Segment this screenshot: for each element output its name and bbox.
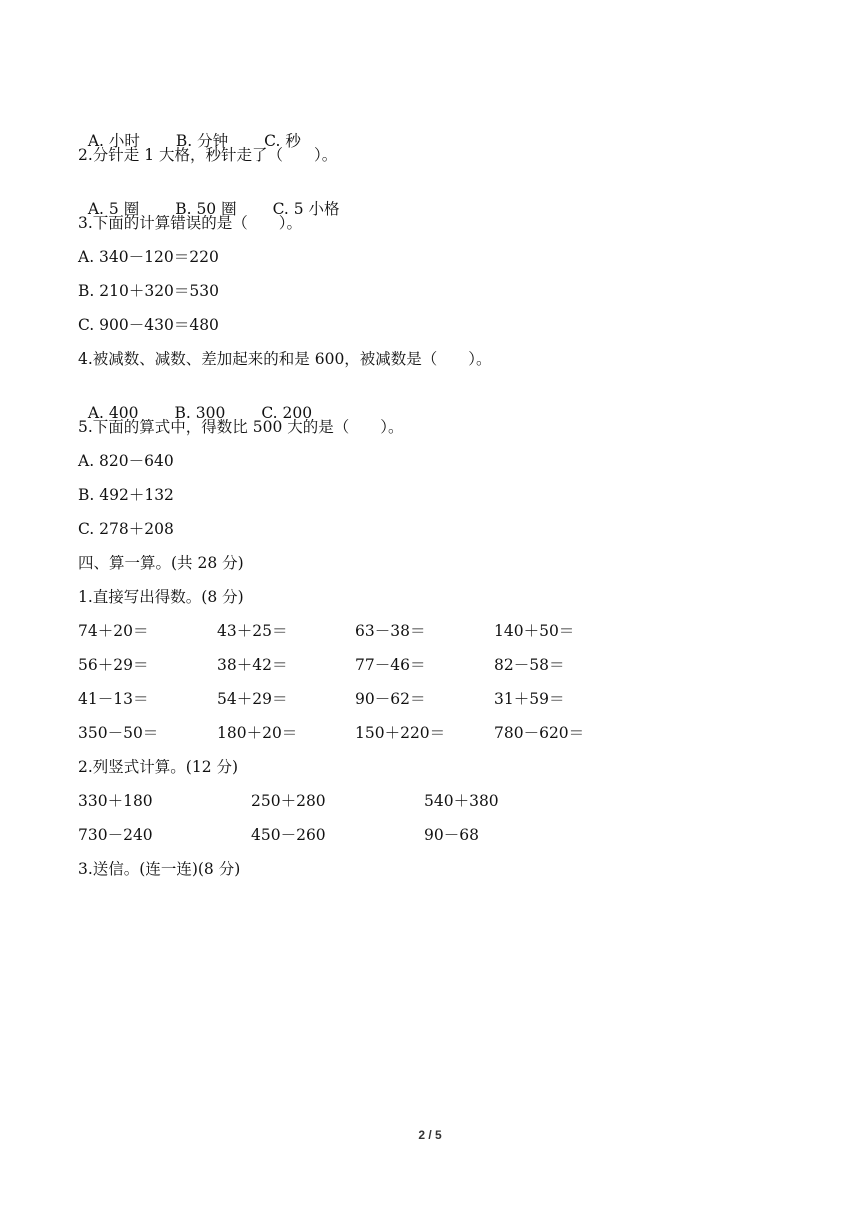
mental-math-item: 350－50＝: [78, 724, 159, 742]
mental-math-item: 31＋59＝: [494, 690, 565, 708]
q2-stem: 2.分针走 1 大格，秒针走了（ ）。: [78, 146, 338, 164]
mental-math-item: 150＋220＝: [355, 724, 446, 742]
section4-title: 四、算一算。(共 28 分): [78, 554, 244, 572]
q4-option-a: A. 400: [87, 404, 139, 422]
page-number: 2 / 5: [418, 1128, 442, 1142]
vertical-calc-item: 730－240: [78, 826, 153, 844]
vertical-calc-item: 330＋180: [78, 792, 153, 810]
q5-option-a: A. 820－640: [78, 452, 174, 470]
mental-math-item: 140＋50＝: [494, 622, 575, 640]
q2-option-a: A. 5 圈: [87, 200, 140, 218]
q5-option-c: C. 278＋208: [78, 520, 174, 538]
q3-option-a: A. 340－120＝220: [78, 248, 219, 266]
q1-option-a: A. 小时: [87, 132, 140, 150]
mental-math-item: 43＋25＝: [217, 622, 288, 640]
q5-stem: 5.下面的算式中，得数比 500 大的是（ ）。: [78, 418, 404, 436]
vertical-calc-item: 250＋280: [251, 792, 326, 810]
q1-option-c: C. 秒: [264, 132, 301, 150]
q4-option-c: C. 200: [261, 404, 313, 422]
vertical-calc-item: 540＋380: [424, 792, 499, 810]
q4-stem: 4.被减数、减数、差加起来的和是 600，被减数是（ ）。: [78, 350, 492, 368]
mental-math-item: 180＋20＝: [217, 724, 298, 742]
mental-math-item: 74＋20＝: [78, 622, 149, 640]
mental-math-item: 54＋29＝: [217, 690, 288, 708]
mental-math-item: 780－620＝: [494, 724, 585, 742]
vertical-calc-item: 450－260: [251, 826, 326, 844]
q3-option-b: B. 210＋320＝530: [78, 282, 219, 300]
mental-math-item: 90－62＝: [355, 690, 426, 708]
q3-stem: 3.下面的计算错误的是（ ）。: [78, 214, 303, 232]
q3-option-c: C. 900－430＝480: [78, 316, 219, 334]
mental-math-item: 82－58＝: [494, 656, 565, 674]
q5-option-b: B. 492＋132: [78, 486, 174, 504]
mental-math-item: 41－13＝: [78, 690, 149, 708]
q4-option-b: B. 300: [174, 404, 226, 422]
q2-option-c: C. 5 小格: [272, 200, 340, 218]
section4-part1-title: 1.直接写出得数。(8 分): [78, 588, 244, 606]
q2-option-b: B. 50 圈: [175, 200, 237, 218]
mental-math-item: 77－46＝: [355, 656, 426, 674]
q1-option-b: B. 分钟: [175, 132, 229, 150]
vertical-calc-item: 90－68: [424, 826, 479, 844]
mental-math-item: 63－38＝: [355, 622, 426, 640]
mental-math-item: 38＋42＝: [217, 656, 288, 674]
section4-part2-title: 2.列竖式计算。(12 分): [78, 758, 239, 776]
mental-math-item: 56＋29＝: [78, 656, 149, 674]
section4-part3-title: 3.送信。(连一连)(8 分): [78, 860, 241, 878]
